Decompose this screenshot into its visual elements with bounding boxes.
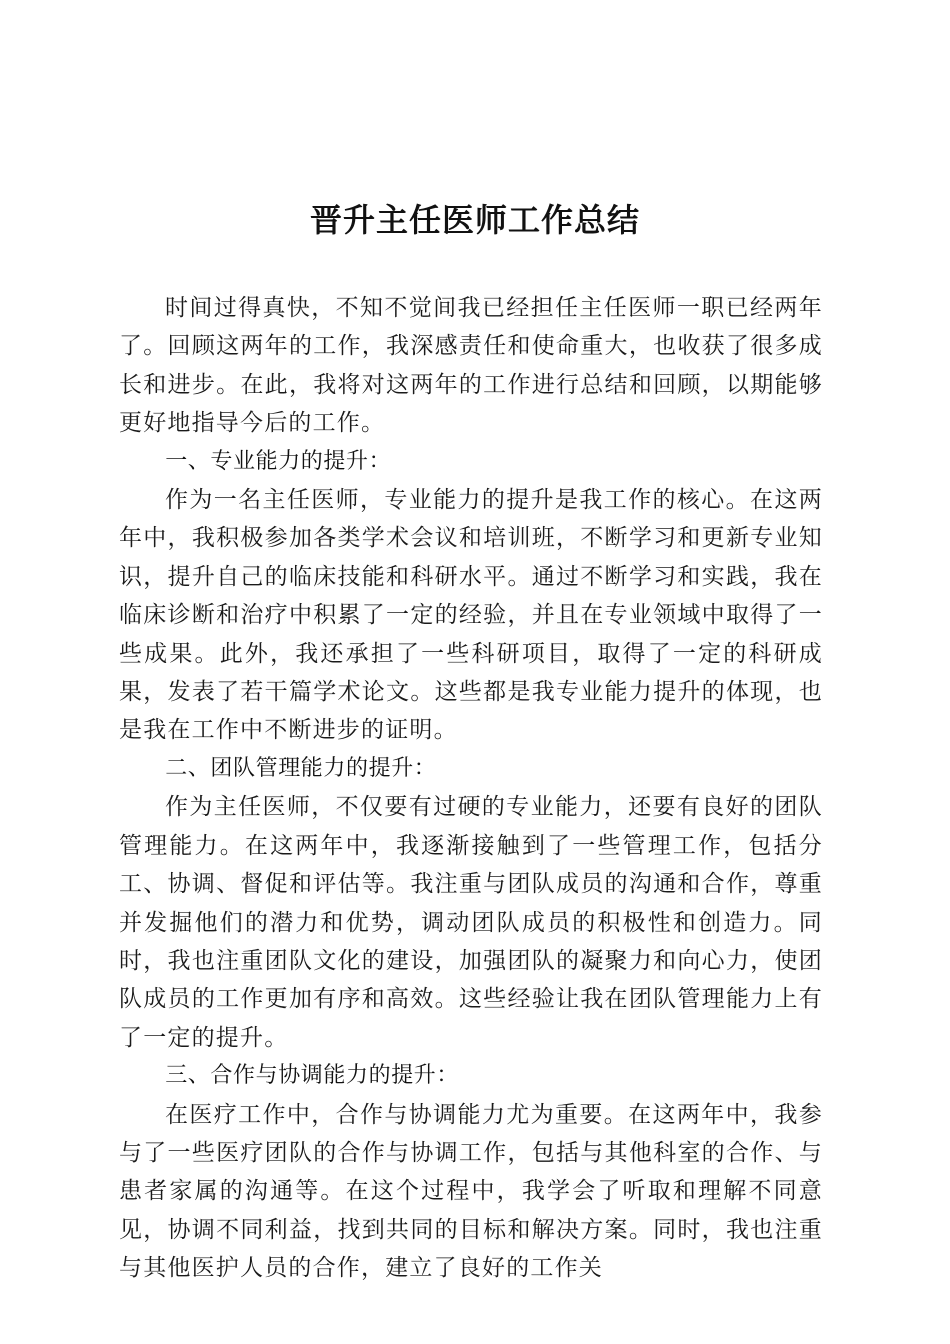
section-paragraph-professional: 作为一名主任医师，专业能力的提升是我工作的核心。在这两年中，我积极参加各类学术会议和培训班，不断学习和更新专业知识，提升自己的临床技能和科研水平。通过不断学习和实践，我在临床诊断和治疗中积累了一定的经验，并且在专业领域中取得了一些成果。此外，我还承担了一些科研项目，取得了一定的科研成果，发表了若干篇学术论文。这些都是我专业能力提升的体现，也是我在工作中不断进步的证明。 [119, 487, 823, 744]
document-body [119, 289, 823, 1288]
intro-paragraph: 时间过得真快，不知不觉间我已经担任主任医师一职已经两年了。回顾这两年的工作，我深感责任和使命重大，也收获了很多成长和进步。在此，我将对这两年的工作进行总结和回顾，以期能够更好地指导今后的工作。 [119, 295, 823, 437]
section-paragraph-team-management: 作为主任医师，不仅要有过硬的专业能力，还要有良好的团队管理能力。在这两年中，我逐渐接触到了一些管理工作，包括分工、协调、督促和评估等。我注重与团队成员的沟通和合作，尊重并发掘他们的潜力和优势，调动团队成员的积极性和创造力。同时，我也注重团队文化的建设，加强团队的凝聚力和向心力，使团队成员的工作更加有序和高效。这些经验让我在团队管理能力上有了一定的提升。 [119, 794, 823, 1051]
section-heading-cooperation: 三、合作与协调能力的提升： [165, 1063, 459, 1089]
section-paragraph-cooperation: 在医疗工作中，合作与协调能力尤为重要。在这两年中，我参与了一些医疗团队的合作与协调工作，包括与其他科室的合作、与患者家属的沟通等。在这个过程中，我学会了听取和理解不同意见，协调不同利益，找到共同的目标和解决方案。同时，我也注重与其他医护人员的合作，建立了良好的工作关 [119, 1101, 823, 1282]
section-heading-professional: 一、专业能力的提升： [165, 448, 392, 474]
section-heading-team-management: 二、团队管理能力的提升： [165, 755, 437, 781]
document-title: 晋升主任医师工作总结 [309, 201, 640, 239]
